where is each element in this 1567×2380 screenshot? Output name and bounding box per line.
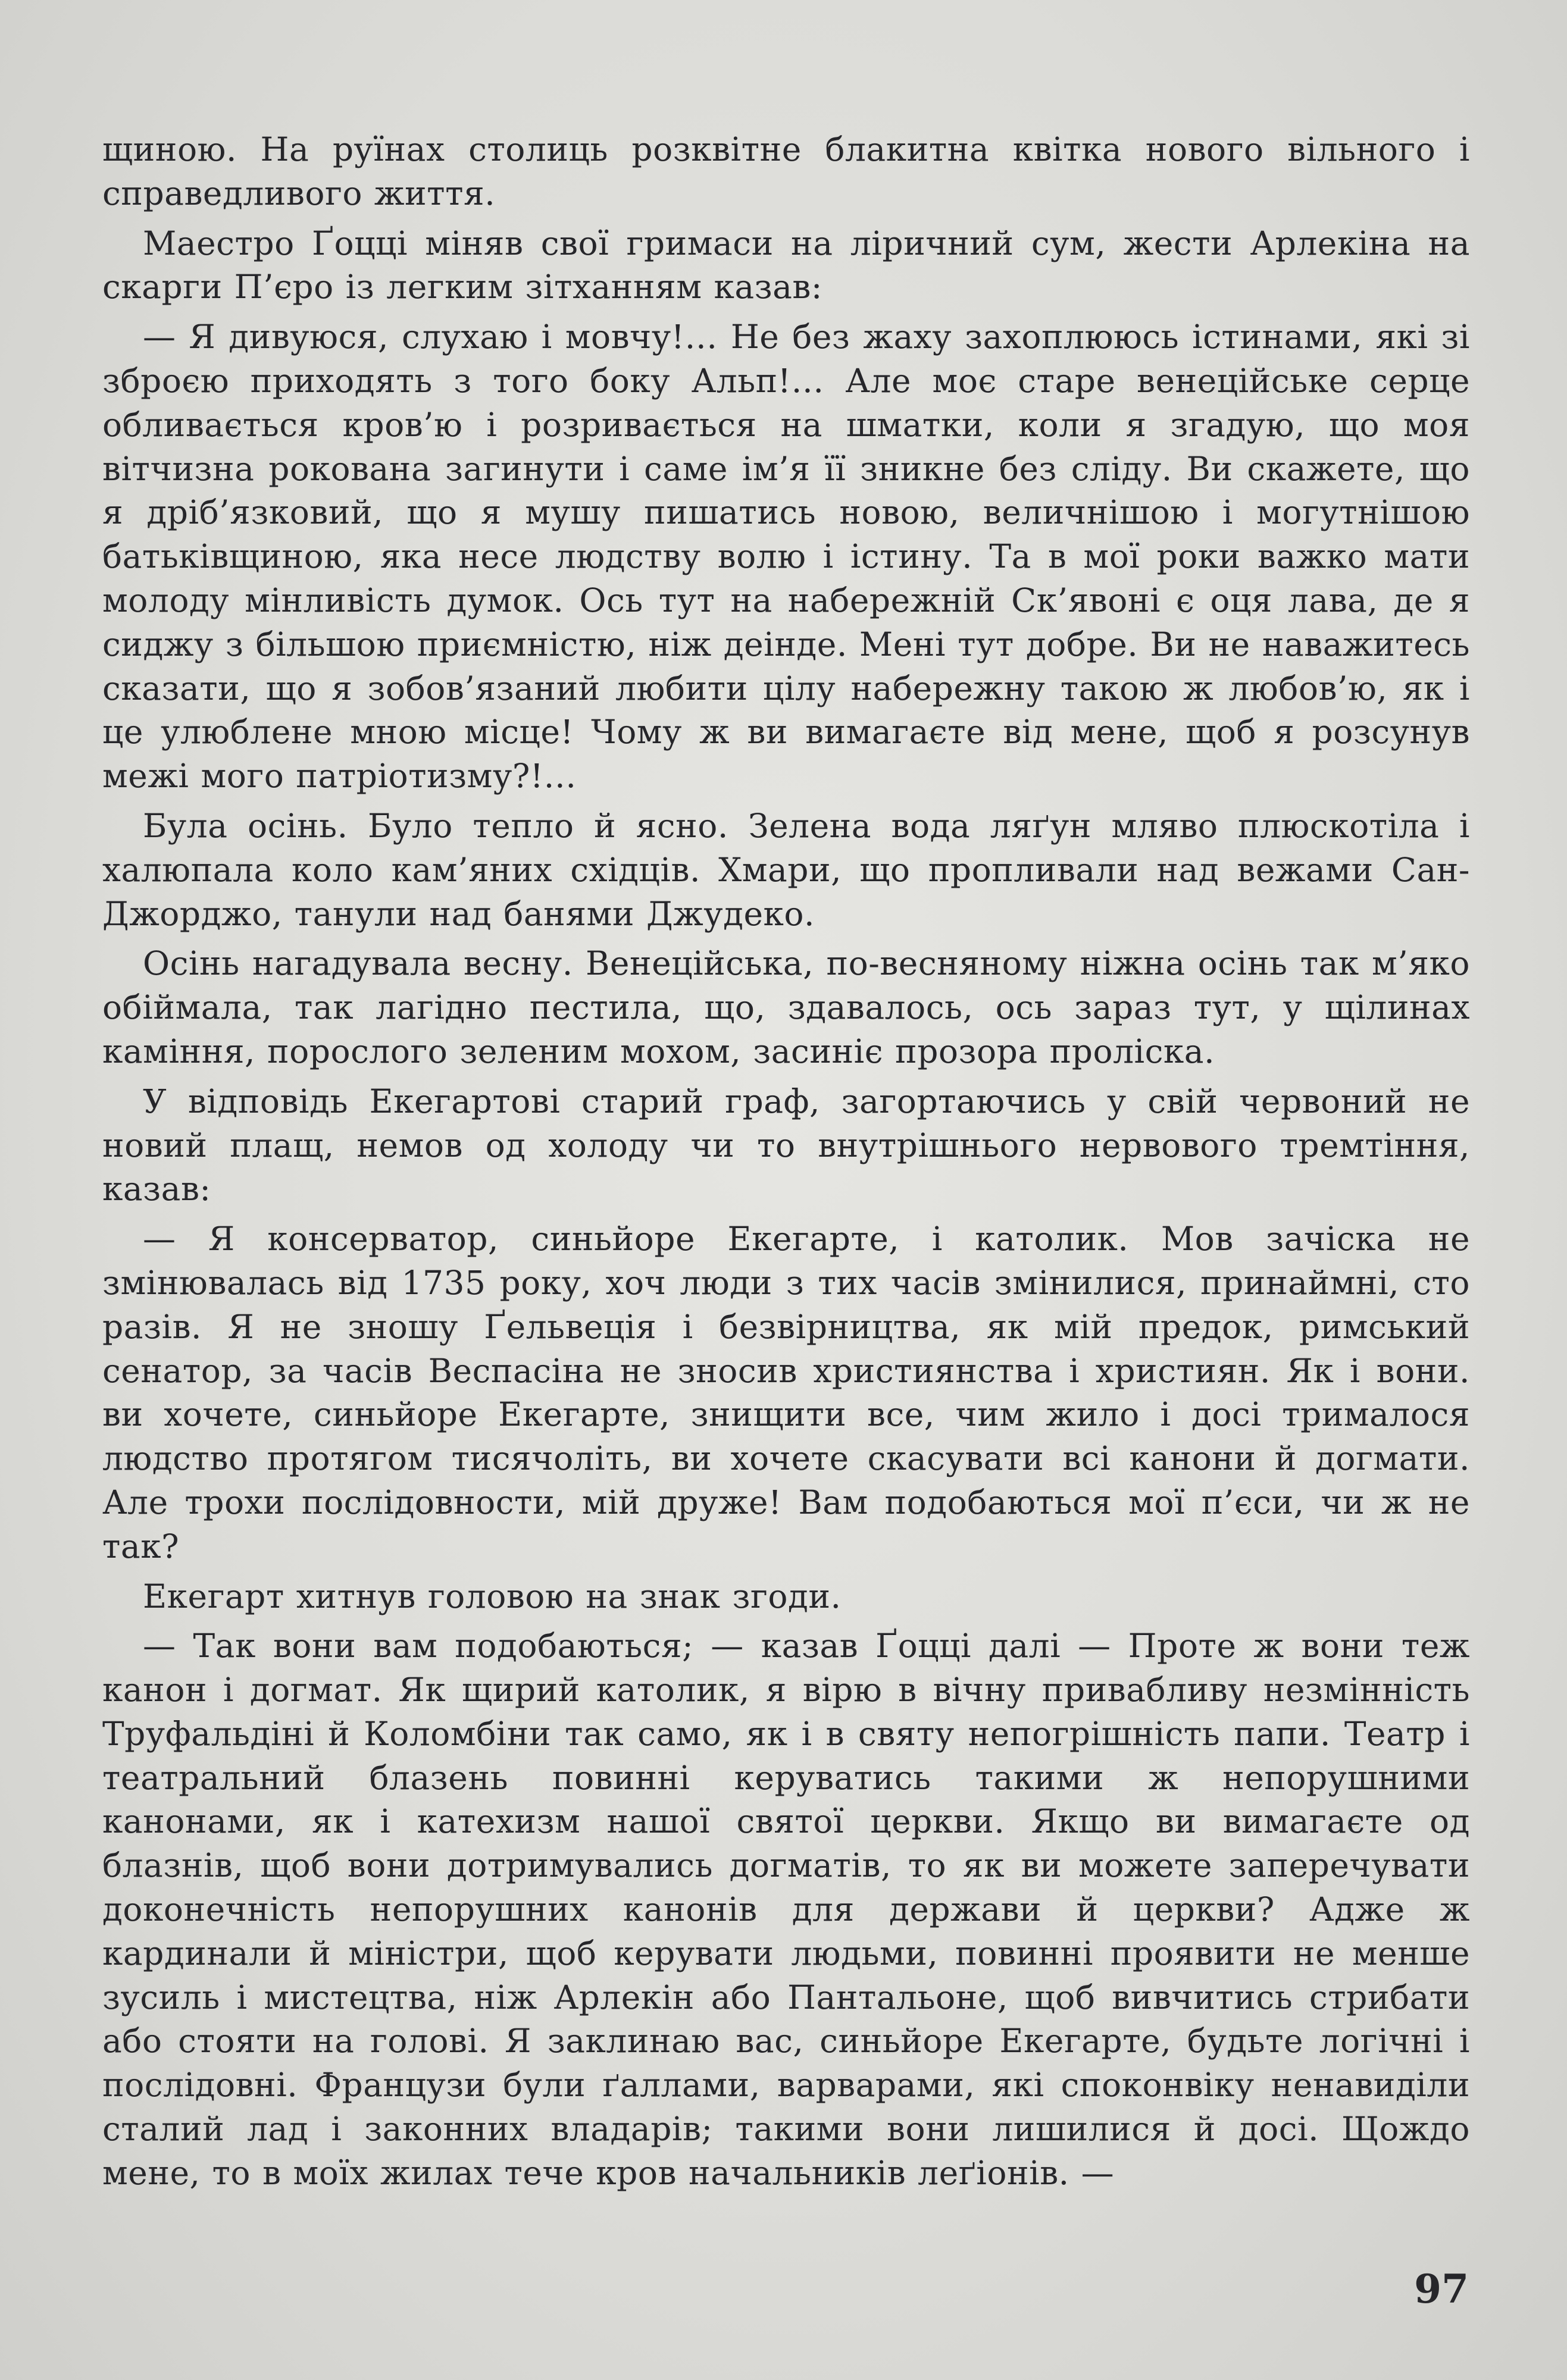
body-text (102, 128, 1470, 2202)
paragraph-2: Маестро Ґоцці міняв свої гримаси на ліричний сум, жести Арлекіна на скарги П’єро із легким зітханням казав: (102, 224, 1470, 306)
page-number: 97 (1414, 2266, 1469, 2312)
paragraph-8: Екегарт хитнув головою на знак згоди. (143, 1577, 842, 1615)
paragraph-5: Осінь нагадувала весну. Венеційська, по-весняному ніжна осінь так м’яко обіймала, так лагідно пестила, що, здавалось, ось зараз тут, у щілинах каміння, порослого зеленим мохом, засиніє прозора проліска. (102, 944, 1470, 1070)
paragraph-9: — Так вони вам подобаються; — казав Ґоцці далі — Проте ж вони теж канон і догмат. Як щирий католик, я вірю в вічну привабливу незмінність Труфальдіні й Коломбіни так само, як і в святу непогрішність папи. Театр і театральний блазень повинні керуватись такими ж непорушними канонами, як і катехизм нашої святої церкви. Якщо ви вимагаєте од блазнів, щоб вони дотримувались догматів, то як ви можете заперечувати доконечність непорушних канонів для держави й церкви? Адже ж кардинали й міністри, щоб керувати людьми, повинні проявити не менше зусиль і мистецтва, ніж Арлекін або Пантальоне, щоб вивчитись стрибати або стояти на голові. Я заклинаю вас, синьйоре Екегарте, будьте логічні і послідовні. Французи були ґаллами, варварами, які споконвіку ненавиділи сталий лад і законних владарів; такими вони лишилися й досі. Щождо мене, то в моїх жилах тече кров начальників леґіонів. — (102, 1627, 1470, 2192)
paragraph-6: У відповідь Екегартові старий граф, загортаючись у свій червоний не новий плащ, немов од холоду чи то внутрішнього нервового тремтіння, казав: (102, 1082, 1470, 1208)
paragraph-1: щиною. На руїнах столиць розквітне блакитна квітка нового вільного і справедливого життя. (102, 130, 1470, 212)
paragraph-7: — Я консерватор, синьйоре Екегарте, і католик. Мов зачіска не змінювалась від 1735 року, хоч люди з тих часів змінилися, принаймні, сто разів. Я не зношу Ґельвеція і безвірництва, як мій предок, римський сенатор, за часів Веспасіна не зносив християнства і християн. Як і вони. ви хочете, синьйоре Екегарте, знищити все, чим жило і досі трималося людство протягом тисячоліть, ви хочете скасувати всі канони й догмати. Але трохи послідовности, мій друже! Вам подобаються мої п’єси, чи ж не так? (102, 1220, 1470, 1565)
paragraph-3: — Я дивуюся, слухаю і мовчу!… Не без жаху захоплююсь істинами, які зі зброєю приходять з того боку Альп!… Але моє старе венеційське серце обливається кров’ю і розривається на шматки, коли я згадую, що моя вітчизна рокована загинути і саме ім’я її зникне без сліду. Ви скажете, що я дріб’язковий, що я мушу пишатись новою, величнішою і могутнішою батьківщиною, яка несе людству волю і істину. Та в мої роки важко мати молоду мінливість думок. Ось тут на набережній Ск’явоні є оця лава, де я сиджу з більшою приємністю, ніж деінде. Мені тут добре. Ви не наважитесь сказати, що я зобов’язаний любити цілу набережну такою ж любов’ю, як і це улюблене мною місце! Чому ж ви вимагаєте від мене, щоб я розсунув межі мого патріотизму?!… (102, 318, 1470, 796)
paragraph-4: Була осінь. Було тепло й ясно. Зелена вода ляґун мляво плюскотіла і халюпала коло кам’яних східців. Хмари, що пропливали над вежами Сан-Джорджо, танули над банями Джудеко. (102, 806, 1470, 933)
